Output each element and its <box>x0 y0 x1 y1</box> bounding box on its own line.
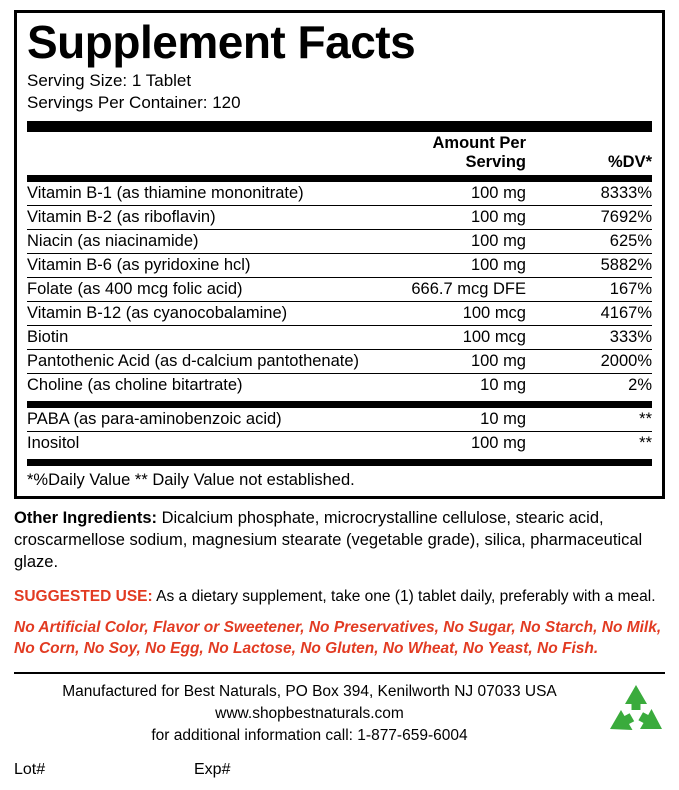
panel-rule-medium-3 <box>27 459 652 466</box>
other-ingredients <box>14 508 665 574</box>
nutrient-dv: 2% <box>552 373 652 397</box>
table-row <box>27 301 652 325</box>
nutrient-name: Biotin <box>27 325 377 349</box>
recycle-icon <box>607 683 665 737</box>
serving-size: Serving Size: 1 Tablet <box>27 70 192 90</box>
nutrient-dv: 5882% <box>552 253 652 277</box>
nutrient-amount: 100 mg <box>377 205 552 229</box>
nutrient-amount: 10 mg <box>480 409 526 428</box>
nutrient-dv: 2000% <box>552 349 652 373</box>
header-name <box>27 132 377 175</box>
nutrient-name: Niacin (as niacinamide) <box>27 229 377 253</box>
nutrient-amount: 666.7 mcg DFE <box>377 277 552 301</box>
nutrient-amount: 100 mcg <box>377 301 552 325</box>
nutrient-name: Vitamin B-1 (as thiamine mononitrate) <box>27 183 304 202</box>
nutrient-dv: 333% <box>552 325 652 349</box>
lot-exp-row <box>14 761 665 779</box>
nutrient-amount: 100 mg <box>377 229 552 253</box>
other-ingredients-label: Other Ingredients: <box>14 508 158 527</box>
panel-rule-thick <box>27 121 652 132</box>
table-row <box>27 253 652 277</box>
table-row <box>27 349 652 373</box>
footer-divider <box>14 672 665 674</box>
table-row <box>27 373 652 397</box>
nutrient-name: Vitamin B-12 (as cyanocobalamine) <box>27 301 377 325</box>
table-row <box>27 277 652 301</box>
lot-number-label: Lot# <box>14 760 46 778</box>
nutrient-amount: 100 mg <box>377 349 552 373</box>
header-amount: Amount Per Serving <box>432 133 526 171</box>
nutrient-dv: 4167% <box>552 301 652 325</box>
nutrient-amount: 10 mg <box>377 373 552 397</box>
table-header-row <box>27 132 652 175</box>
suggested-use-text: As a dietary supplement, take one (1) tablet daily, preferably with a meal. <box>152 587 656 605</box>
panel-title: Supplement Facts <box>27 16 416 68</box>
manufacturer-footer <box>14 681 665 747</box>
table-row <box>27 182 652 206</box>
table-row <box>27 205 652 229</box>
nutrient-dv: 7692% <box>552 205 652 229</box>
suggested-use <box>14 587 665 608</box>
nutrient-dv: ** <box>639 409 652 428</box>
panel-rule-medium-2 <box>27 401 652 408</box>
table-row <box>27 408 652 432</box>
exp-date-label: Exp# <box>194 760 231 778</box>
panel-rule-medium <box>27 175 652 182</box>
table-row <box>27 431 652 455</box>
nutrient-dv: ** <box>552 431 652 455</box>
servings-per-container: Servings Per Container: 120 <box>27 93 241 113</box>
nutrient-dv: 8333% <box>600 183 652 202</box>
nutrient-amount: 100 mg <box>377 431 552 455</box>
nutrient-name: Pantothenic Acid (as d-calcium pantothenate) <box>27 349 377 373</box>
nutrient-dv: 167% <box>552 277 652 301</box>
footer-line-manufacturer: Manufactured for Best Naturals, PO Box 394, Kenilworth NJ 07033 USA <box>62 682 557 700</box>
nutrition-table <box>27 132 652 175</box>
supplement-facts-panel <box>14 10 665 499</box>
table-row <box>27 325 652 349</box>
free-of-claims: No Artificial Color, Flavor or Sweetener, No Preservatives, No Sugar, No Starch, No Milk, No Corn, No Soy, No Egg, No Lactose, No Gluten, No Wheat, No Yeast, No Fish. <box>14 619 662 658</box>
nutrient-amount: 100 mg <box>470 183 526 202</box>
nutrient-name: Folate (as 400 mcg folic acid) <box>27 277 377 301</box>
nutrient-name: Vitamin B-2 (as riboflavin) <box>27 205 377 229</box>
table-row <box>27 229 652 253</box>
suggested-use-label: SUGGESTED USE: <box>14 587 153 605</box>
nutrition-rows <box>27 182 652 397</box>
nutrient-dv: 625% <box>552 229 652 253</box>
footer-line-phone: for additional information call: 1-877-659-6004 <box>151 726 468 744</box>
other-ingredients-text: Dicalcium phosphate, microcrystalline cellulose, stearic acid, croscarmellose sodium, magnesium stearate (vegetable grade), silica, pharmaceutical glaze. <box>14 508 643 571</box>
nutrient-name: Choline (as choline bitartrate) <box>27 373 377 397</box>
nutrient-name: PABA (as para-aminobenzoic acid) <box>27 409 282 428</box>
header-dv: %DV* <box>607 152 652 171</box>
nutrient-name: Vitamin B-6 (as pyridoxine hcl) <box>27 253 377 277</box>
footer-line-website: www.shopbestnaturals.com <box>215 704 404 722</box>
nutrient-amount: 100 mcg <box>377 325 552 349</box>
nutrition-rows-secondary <box>27 408 652 455</box>
nutrient-name: Inositol <box>27 431 377 455</box>
daily-value-footnote: *%Daily Value ** Daily Value not established. <box>27 470 355 489</box>
nutrient-amount: 100 mg <box>377 253 552 277</box>
